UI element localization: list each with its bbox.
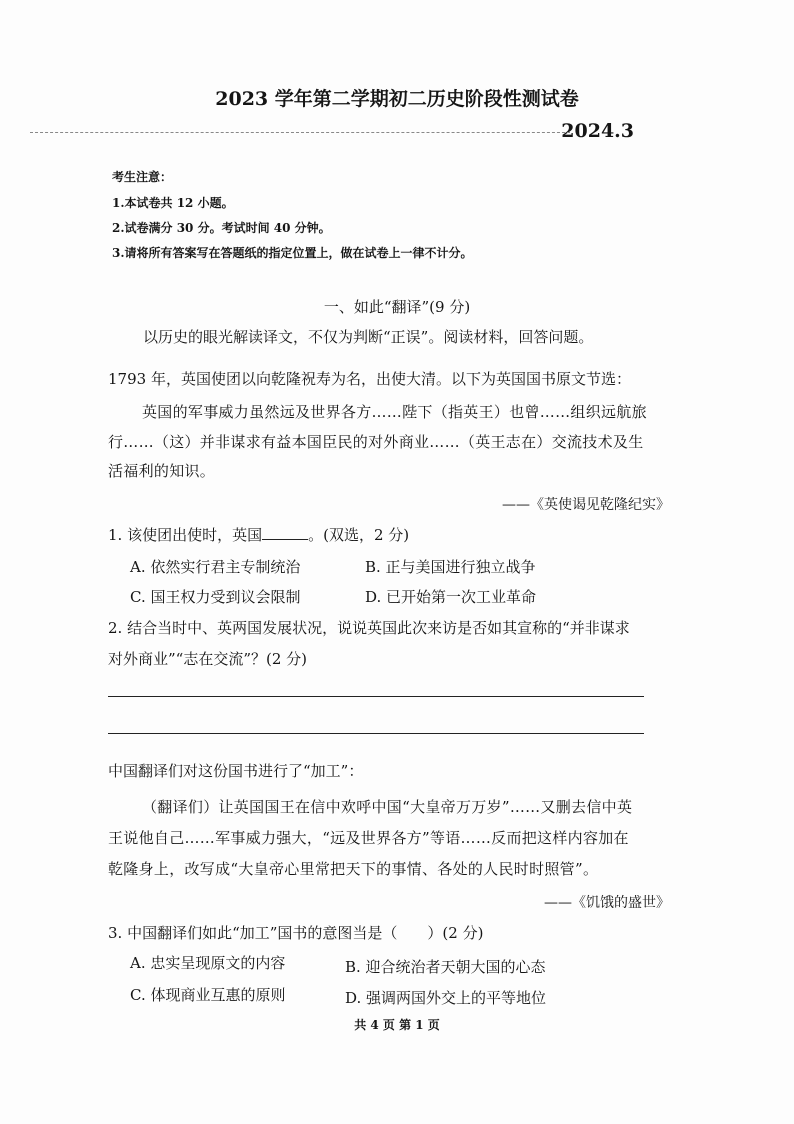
quote-line: （翻译们）让英国国王在信中欢呼中国“大皇帝万万岁”……又删去信中英 <box>142 798 633 816</box>
quote-line: 行……（这）并非谋求有益本国臣民的对外商业……（英王志在）交流技术及生 <box>108 433 644 451</box>
quote-line: 英国的军事威力虽然远及世界各方……陛下（指英王）也曾……组织远航旅 <box>142 403 647 421</box>
section-title: 一、如此“翻译”(9 分) <box>323 298 471 316</box>
option: B. 迎合统治者天朝大国的心态 <box>345 958 546 976</box>
question-2-line: 2. 结合当时中、英两国发展状况，说说英国此次来访是否如其宣称的“并非谋求 <box>108 619 630 637</box>
page-footer: 共 4 页 第 1 页 <box>354 1018 440 1032</box>
notice-item: 1.本试卷共 12 小题。 <box>112 196 234 210</box>
question-1-prefix: 1. 该使团出使时，英国 <box>108 526 263 544</box>
answer-line <box>108 696 644 697</box>
option: D. 强调两国外交上的平等地位 <box>345 989 547 1007</box>
option: A. 忠实呈现原文的内容 <box>130 954 286 972</box>
option: C. 国王权力受到议会限制 <box>130 588 301 606</box>
header-divider <box>30 132 570 133</box>
quote-source: ——《英使谒见乾隆纪实》 <box>502 497 670 513</box>
quote-line: 乾隆身上，改写成“大皇帝心里常把天下的事情、各处的人民时时照管”。 <box>108 860 599 878</box>
material-context: 中国翻译们对这份国书进行了“加工”： <box>108 762 364 780</box>
quote-line: 活福利的知识。 <box>108 462 216 480</box>
question-1 <box>108 524 409 545</box>
option: B. 正与美国进行独立战争 <box>365 558 536 576</box>
answer-line <box>108 733 644 734</box>
option: A. 依然实行君主专制统治 <box>130 558 301 576</box>
quote-source: ——《饥饿的盛世》 <box>544 895 670 911</box>
section-intro: 以历史的眼光解读译文，不仅为判断“正误”。阅读材料，回答问题。 <box>143 328 594 346</box>
quote-line: 王说他自己……军事威力强大，“远及世界各方”等语……反而把这样内容加在 <box>108 829 629 847</box>
notice-item: 2.试卷满分 30 分。考试时间 40 分钟。 <box>112 221 331 235</box>
answer-blank <box>262 525 308 540</box>
exam-date: 2024.3 <box>561 120 634 142</box>
material-context: 1793 年，英国使团以向乾隆祝寿为名，出使大清。以下为英国国书原文节选： <box>108 370 631 388</box>
notice-heading: 考生注意： <box>112 170 173 184</box>
notice-item: 3.请将所有答案写在答题纸的指定位置上，做在试卷上一律不计分。 <box>112 246 473 260</box>
question-2-line: 对外商业”“志在交流”？(2 分) <box>108 650 308 668</box>
question-1-suffix: 。(双选，2 分) <box>308 526 410 544</box>
option: D. 已开始第一次工业革命 <box>365 588 537 606</box>
question-3: 3. 中国翻译们如此“加工”国书的意图当是（ ）(2 分) <box>108 924 484 942</box>
option: C. 体现商业互惠的原则 <box>130 986 286 1004</box>
exam-title: 2023 学年第二学期初二历史阶段性测试卷 <box>215 88 579 110</box>
